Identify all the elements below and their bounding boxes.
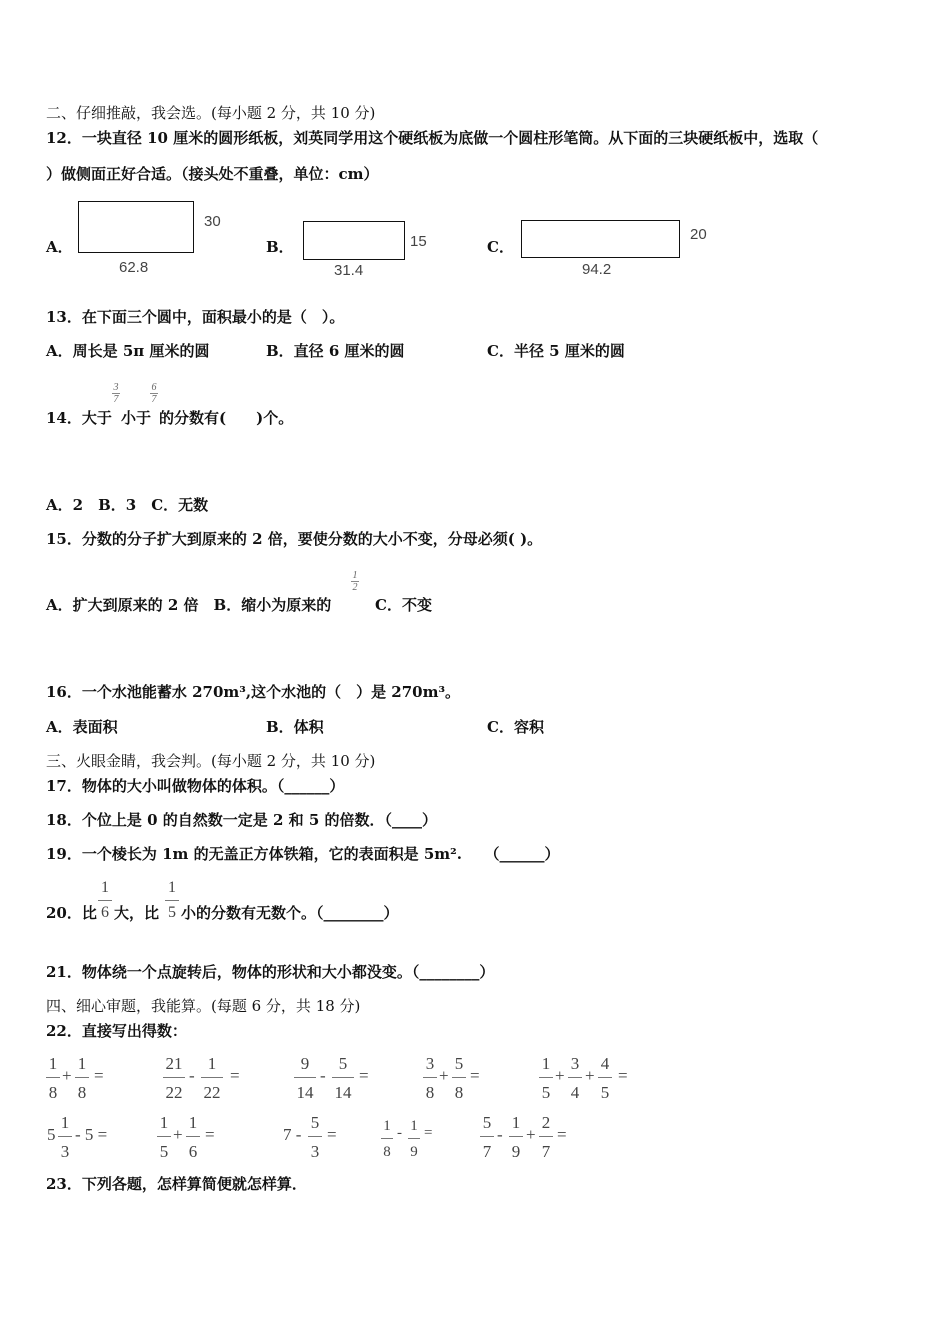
q12-option-b-label: B． [266,238,294,256]
numerator: 5 [310,1113,320,1132]
operator: + [439,1066,449,1085]
q20-fraction-2-denominator: 5 [168,904,176,921]
q12-option-a-rectangle [78,201,194,253]
q12-option-c-rectangle [521,220,680,258]
numerator: 3 [570,1054,580,1073]
denominator: 4 [570,1083,580,1102]
q16-option-c: C．容积 [487,718,544,736]
denominator: 9 [511,1142,521,1161]
denominator: 14 [296,1083,314,1102]
numerator: 1 [159,1113,169,1132]
expression-rest: - 5 = [75,1125,108,1144]
denominator: 5 [600,1083,610,1102]
q12-option-a-height: 30 [204,213,221,230]
q14-options: A．2 B．3 C．无数 [46,496,209,514]
numerator: 1 [60,1113,70,1132]
q20-fraction-1-numerator: 1 [101,879,109,896]
q20-fraction-2 [165,878,179,923]
denominator: 14 [334,1083,352,1102]
denominator: 7 [482,1142,492,1161]
denominator: 8 [454,1083,464,1102]
q14-stem-middle: 小于 [121,409,152,427]
q18-statement: 18．个位上是 0 的自然数一定是 2 和 5 的倍数．（____） [46,811,438,829]
operator: - [189,1066,195,1085]
equals-sign: = [557,1125,567,1144]
numerator: 21 [165,1054,183,1073]
q12-option-c-width: 94.2 [582,261,612,278]
q14-fraction-1-denominator: 7 [113,394,119,405]
q12-option-c-label: C． [487,238,514,256]
q12-option-b-rectangle [303,221,405,260]
equals-sign: = [424,1125,433,1141]
q12-option-b-width: 31.4 [334,262,364,279]
section-2-title: 二、仔细推敲，我会选。(每小题 2 分，共 10 分) [46,104,376,122]
denominator: 8 [48,1083,58,1102]
q13-stem: 13．在下面三个圆中，面积最小的是（ ）。 [46,308,345,326]
q20-stem-prefix: 20．比 [46,904,97,922]
q15-stem: 15．分数的分子扩大到原来的 2 倍，要使分数的大小不变，分母必须( )。 [46,530,543,548]
q16-option-a: A．表面积 [46,718,118,736]
denominator: 22 [203,1083,221,1102]
denominator: 3 [60,1142,70,1161]
operator: + [173,1125,183,1144]
q13-option-c: C．半径 5 厘米的圆 [487,342,625,360]
q20-stem-suffix: 小的分数有无数个。（________） [181,904,399,922]
q19-statement: 19．一个棱长为 1m 的无盖正方体铁箱，它的表面积是 5m². （______） [46,845,560,863]
q12-option-c-height: 20 [690,226,707,243]
q21-statement: 21．物体绕一个点旋转后，物体的形状和大小都没变。（________） [46,963,495,981]
expression-lead: 7 - [283,1125,302,1144]
numerator: 5 [482,1113,492,1132]
q12-option-a-label: A． [46,238,73,256]
denominator: 9 [410,1144,418,1160]
operator: + [585,1066,595,1085]
denominator: 22 [165,1083,183,1102]
denominator: 6 [188,1142,198,1161]
q14-fraction-2-denominator: 7 [151,394,157,405]
q14-stem-suffix: 的分数有( )个。 [159,409,294,427]
q13-option-a: A．周长是 5π 厘米的圆 [46,342,210,360]
operator: - [320,1066,326,1085]
q14-stem-prefix: 14．大于 [46,409,112,427]
denominator: 5 [159,1142,169,1161]
operator: + [555,1066,565,1085]
denominator: 5 [541,1083,551,1102]
numerator: 1 [188,1113,198,1132]
q12-option-b-height: 15 [410,233,427,250]
numerator: 1 [207,1054,217,1073]
q12-option-a-width: 62.8 [119,259,149,276]
denominator: 3 [310,1142,320,1161]
denominator: 8 [77,1083,87,1102]
numerator: 3 [425,1054,435,1073]
operator: + [526,1125,536,1144]
numerator: 1 [383,1118,391,1134]
numerator: 1 [511,1113,521,1132]
operator: - [397,1125,402,1141]
section-3-title: 三、火眼金睛，我会判。(每小题 2 分，共 10 分) [46,752,376,770]
q23-stem: 23．下列各题，怎样算简便就怎样算． [46,1175,307,1193]
whole-number: 5 [47,1125,56,1144]
equals-sign: = [205,1125,215,1144]
equals-sign: = [94,1066,104,1085]
q16-stem: 16．一个水池能蓄水 270m³,这个水池的（ ）是 270m³。 [46,683,461,701]
q14-fraction-2 [149,383,159,404]
q22-stem: 22．直接写出得数： [46,1022,187,1040]
operator: + [62,1066,72,1085]
q12-stem-line1: 12．一块直径 10 厘米的圆形纸板，刘英同学用这个硬纸板为底做一个圆柱形笔筒。从下面的三块硬纸板中，选取（ [46,129,819,147]
section-4-title: 四、细心审题，我能算。(每题 6 分，共 18 分) [46,997,361,1015]
q17-statement: 17．物体的大小叫做物体的体积。（______） [46,777,345,795]
denominator: 8 [425,1083,435,1102]
numerator: 1 [541,1054,551,1073]
equals-sign: = [618,1066,628,1085]
q13-option-b: B．直径 6 厘米的圆 [266,342,405,360]
q20-fraction-2-numerator: 1 [168,879,176,896]
equals-sign: = [470,1066,480,1085]
q15-fraction-numerator: 1 [352,570,358,581]
numerator: 5 [454,1054,464,1073]
q20-stem-middle: 大，比 [114,904,160,922]
numerator: 2 [541,1113,551,1132]
operator: - [497,1125,503,1144]
q16-option-b: B．体积 [266,718,324,736]
numerator: 5 [338,1054,348,1073]
numerator: 1 [77,1054,87,1073]
numerator: 4 [600,1054,610,1073]
q14-fraction-2-numerator: 6 [151,382,157,393]
q15-fraction-denominator: 2 [352,582,358,593]
numerator: 1 [48,1054,58,1073]
equals-sign: = [230,1066,240,1085]
numerator: 9 [300,1054,310,1073]
q12-stem-line2: ）做侧面正好合适。（接头处不重叠，单位：cm） [46,165,379,183]
q20-fraction-1-denominator: 6 [101,904,109,921]
q14-fraction-1-numerator: 3 [113,382,119,393]
denominator: 7 [541,1142,551,1161]
equals-sign: = [359,1066,369,1085]
numerator: 1 [410,1118,418,1134]
q15-fraction [350,571,360,592]
equals-sign: = [327,1125,337,1144]
q20-fraction-1 [98,878,112,923]
q15-option-c: C．不变 [375,596,432,614]
q14-fraction-1 [111,383,121,404]
denominator: 8 [383,1144,391,1160]
q15-options-ab: A．扩大到原来的 2 倍 B．缩小为原来的 [46,596,332,614]
